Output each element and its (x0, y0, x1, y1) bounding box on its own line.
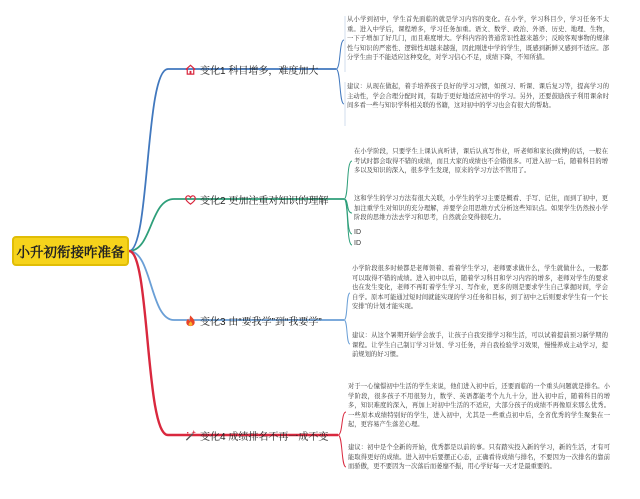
heart-icon (184, 193, 197, 206)
connector-branch-4 (129, 251, 338, 435)
fire-icon (184, 314, 197, 327)
branch-1-detail: 从小学到初中，学生首先面临的就是学习内容的变化。在小学，学习科目少，学习任务不太重。进入中学后，课程增多，学习任务加重。语文、数学、政治、外语、历史、地理、生物，一下子增加了好几门，而且难度增大。学科内容的普通常识性越来越少；反映客观事物的规律性与知识的严密性、逻辑性却越来越强，因此刚进中学的学生，既感到新鲜又感到不适应。部分学生由于不能适应这种变化，对学习信心不足，成绩下降，不知所措。 (347, 16, 609, 62)
branch-4-detail: 对于一心憧憬初中生活的学生来说，他们进入初中后，还要面临的一个重头问题就是排名。小学阶段，很多孩子不用很努力，数学、英语都能考个九九十分，进入初中后，随着科目的增多，知识难度的深入，再加上对初中生活的不适应，大部分孩子的成绩不再像原来那么优秀。一些原本成绩特别好的学生，进入初中，尤其是一些重点初中后，全省优秀的学生聚集在一起，更容易产生落差心理。 (348, 383, 610, 429)
branch-3-detail: 小学阶段很多时候都是老师领着、看着学生学习，老师要求做什么，学生就做什么，一般都可以取得不错的成绩。进入初中以后，随着学习科目和学习内容的增多，老师对学生的要求也在发生变化，老师不再盯着学生学习、写作业，更多的则是要求学生自己掌握时间，学会自学。原本可能通过短时间就能实现的学习任务和目标，到了初中之后则要求学生有一个“长安排”的计划才能实现。 (352, 265, 608, 311)
home-icon (184, 63, 197, 76)
branch-4-label: 变化4 成绩排名不再一成不变 (200, 431, 329, 443)
branch-1[interactable] (184, 60, 318, 78)
branch-3-advice: 建议：从这个暑期开始学会放手，让孩子自我安排学习和生活，可以试着提前预习新学期的课程。让学生自己制订学习计划、学习任务，并自我检验学习效果，慢慢养成主动学习，提前规划的好习惯。 (352, 332, 608, 359)
branch-1-advice: 建议：从现在做起，着手培养孩子良好的学习习惯，如预习、听课、课后复习等，提高学习的主动性，学会合理分配时间，有助于更好地适应初中的学习。另外，还要鼓励孩子利用课余时间多看一些与知识学科相关联的书籍，这对初中的学习也会有很大的帮助。 (347, 83, 609, 110)
branch-2-label: 变化2 更加注重对知识的理解 (200, 195, 329, 207)
root-title: 小升初衔接咋准备 (16, 245, 125, 260)
connector-branch-1 (129, 69, 336, 251)
branch-2-advice: 这和学生的学习方法有很大关联，小学生的学习主要是概看、手写、记住，而到了初中，更加注重学生对知识的充分理解，并要学会用思维方式分析这些知识点。如果学生仍然按小学阶段的思维方法去学习和思考，自然就会变得很吃力。 (354, 195, 608, 222)
connector-branch-3 (129, 251, 344, 320)
branch-3-label: 变化3 由“要我学”到“我要学” (200, 316, 322, 328)
branch-2[interactable] (184, 190, 328, 208)
branch-4[interactable] (184, 426, 328, 444)
wand-icon (184, 429, 197, 442)
branch-4-advice: 建议：初中是个全新的开始，优秀都是以前的事。只有踏实投入新的学习，新的生活，才有可能取得更好的成绩。进入初中后要摆正心态，正确看待成绩与排名，不要因为一次排名的靠前而骄傲，更不要因为一次落后而萎靡不振，用心学好每一天才是最重要的。 (348, 444, 610, 471)
branch-2-detail: 在小学阶段，只要学生上课认真听讲，课后认真写作业，听老师和家长(微博)的话，一般在考试时都会取得不错的成绩，而且大家的成绩也不会错很多。可进入初一后，随着科目的增多以及知识的深入，很多学生发现，原来的学习方法不管用了。 (354, 148, 608, 175)
branch-3[interactable] (184, 311, 322, 329)
branch-1-label: 变化1 科目增多，难度加大 (200, 65, 319, 77)
branch-2-extra-1: ID (354, 229, 361, 236)
branch-2-extra-2: ID (354, 240, 361, 247)
root-topic[interactable] (12, 236, 129, 266)
